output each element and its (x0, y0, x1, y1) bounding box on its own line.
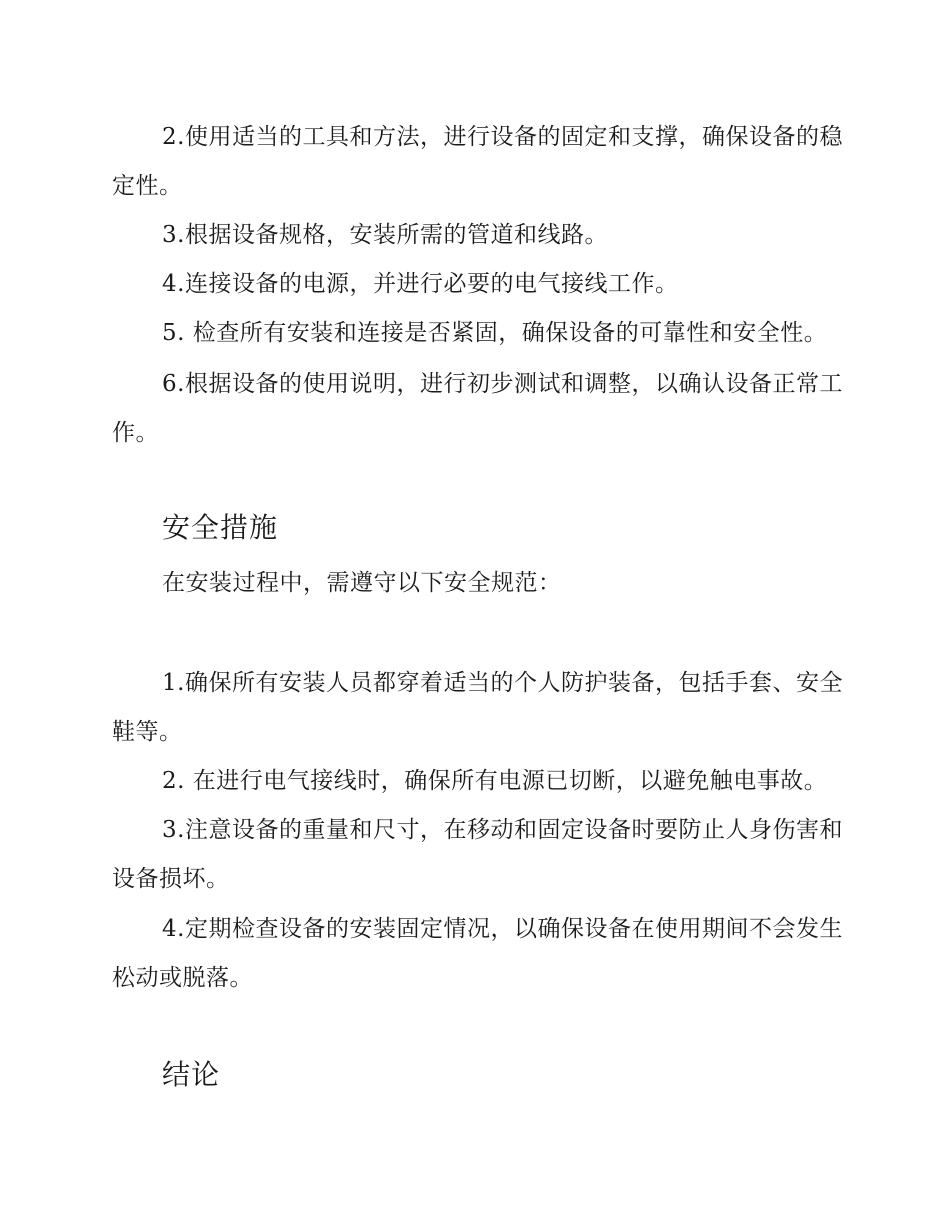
install-step-5: 5. 检查所有安装和连接是否紧固，确保设备的可靠性和安全性。 (162, 320, 828, 346)
install-step-4: 4.连接设备的电源，并进行必要的电气接线工作。 (162, 271, 679, 297)
safety-item-4: 4.定期检查设备的安装固定情况，以确保设备在使用期间不会发生松动或脱落。 (112, 916, 843, 991)
safety-item-3: 3.注意设备的重量和尺寸，在移动和固定设备时要防止人身伤害和设备损坏。 (112, 817, 843, 892)
install-step-6: 6.根据设备的使用说明，进行初步测试和调整，以确认设备正常工作。 (112, 371, 843, 446)
section-heading-safety: 安全措施 (162, 511, 279, 544)
install-step-3: 3.根据设备规格，安装所需的管道和线路。 (162, 222, 608, 248)
safety-intro: 在安装过程中，需遵守以下安全规范： (162, 570, 562, 596)
safety-item-1: 1.确保所有安装人员都穿着适当的个人防护装备，包括手套、安全鞋等。 (112, 670, 843, 745)
install-step-2: 2.使用适当的工具和方法，进行设备的固定和支撑，确保设备的稳定性。 (112, 124, 843, 199)
section-heading-conclusion: 结论 (162, 1058, 221, 1091)
safety-item-2: 2. 在进行电气接线时，确保所有电源已切断，以避免触电事故。 (162, 768, 828, 794)
